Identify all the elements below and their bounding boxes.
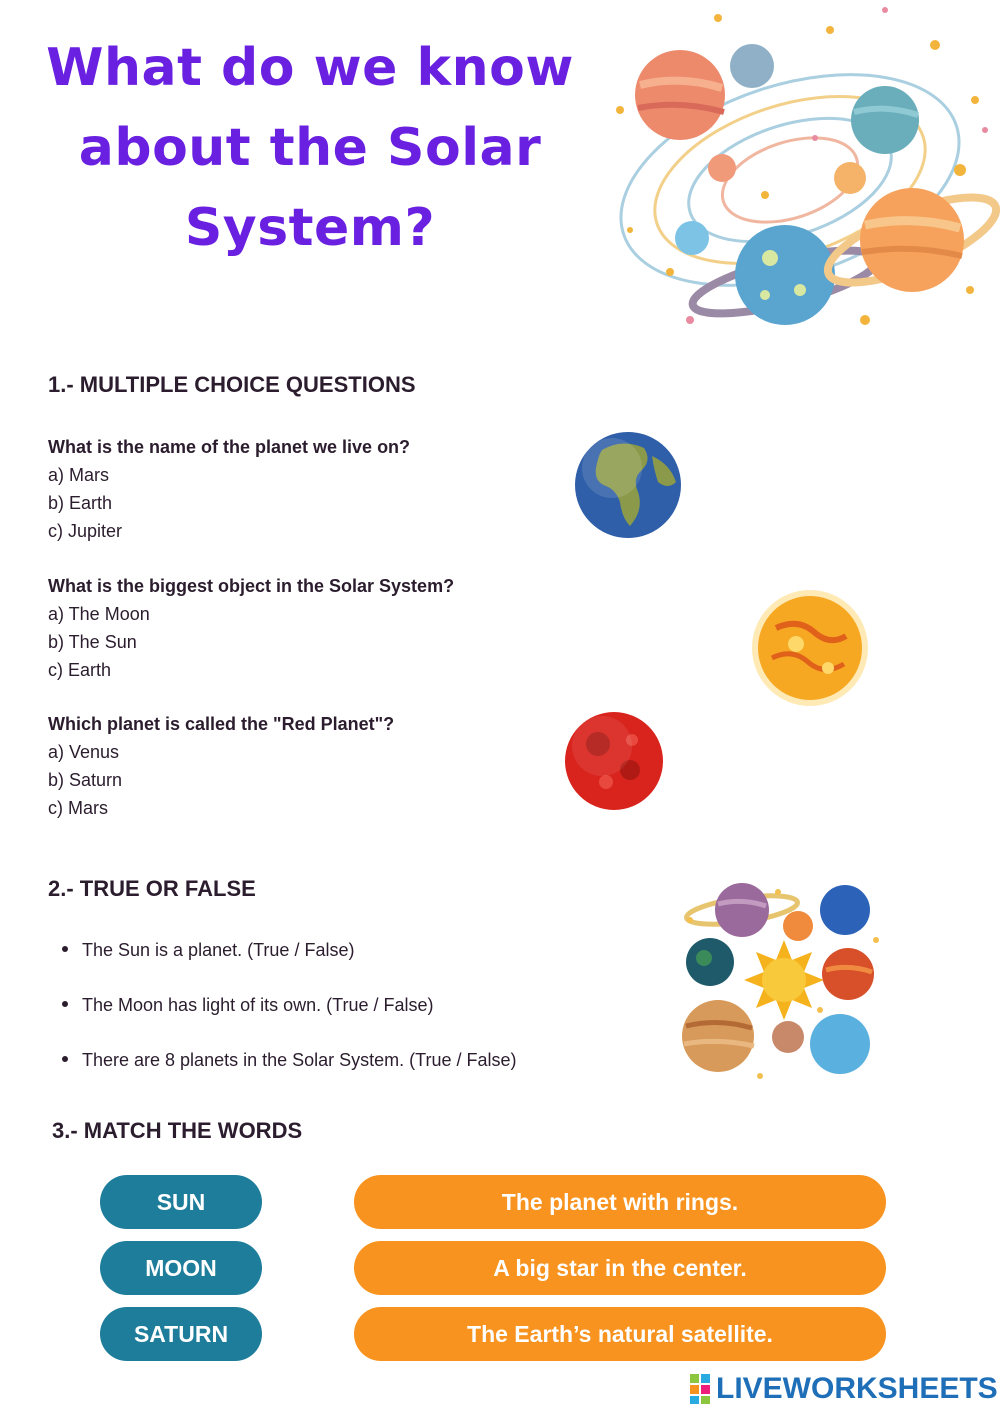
bullet-icon <box>62 946 68 952</box>
statement-text: There are 8 planets in the Solar System. (True / False) <box>82 1050 517 1070</box>
option: c) Mars <box>48 798 108 818</box>
option: a) The Moon <box>48 604 150 624</box>
option: b) Saturn <box>48 770 123 790</box>
question-text: What is the biggest object in the Solar System? <box>48 576 455 596</box>
liveworksheets-icon <box>690 1374 712 1404</box>
true-false-item <box>62 940 354 961</box>
true-false-item <box>62 1050 517 1071</box>
match-definition-1[interactable]: The planet with rings. <box>354 1175 886 1229</box>
section-3-heading: 3.- MATCH THE WORDS <box>52 1118 303 1143</box>
match-definition-2[interactable]: A big star in the center. <box>354 1241 886 1295</box>
section-1-heading: 1.- MULTIPLE CHOICE QUESTIONS <box>48 372 416 397</box>
statement-text: The Sun is a planet. (True / False) <box>82 940 355 960</box>
true-false-item <box>62 995 433 1016</box>
option: c) Earth <box>48 660 112 680</box>
liveworksheets-logo <box>690 1372 998 1406</box>
match-word-moon[interactable]: MOON <box>100 1241 262 1295</box>
option: c) Jupiter <box>48 521 123 541</box>
option: a) Venus <box>48 742 120 762</box>
sun-icon <box>748 588 872 708</box>
question-1 <box>48 433 410 545</box>
match-definition-3[interactable]: The Earth’s natural satellite. <box>354 1307 886 1361</box>
bullet-icon <box>62 1001 68 1007</box>
planets-collage-icon <box>680 880 880 1080</box>
match-word-sun[interactable]: SUN <box>100 1175 262 1229</box>
bullet-icon <box>62 1056 68 1062</box>
earth-icon <box>572 430 684 540</box>
question-text: Which planet is called the "Red Planet"? <box>48 714 395 734</box>
page-title <box>30 28 590 268</box>
option: a) Mars <box>48 465 110 485</box>
statement-text: The Moon has light of its own. (True / False) <box>82 995 434 1015</box>
question-3 <box>48 710 394 822</box>
match-word-saturn[interactable]: SATURN <box>100 1307 262 1361</box>
question-text: What is the name of the planet we live on? <box>48 437 411 457</box>
title-line-3: System? <box>184 198 436 258</box>
section-2-heading: 2.- TRUE OR FALSE <box>48 876 256 901</box>
solar-system-illustration <box>600 0 1000 345</box>
brand-text: LIVEWORKSHEETS <box>716 1372 998 1405</box>
title-line-2: about the Solar <box>78 118 542 178</box>
option: b) Earth <box>48 493 113 513</box>
option: b) The Sun <box>48 632 137 652</box>
mars-icon <box>562 710 666 812</box>
question-2 <box>48 572 454 684</box>
title-line-1: What do we know <box>46 38 574 98</box>
